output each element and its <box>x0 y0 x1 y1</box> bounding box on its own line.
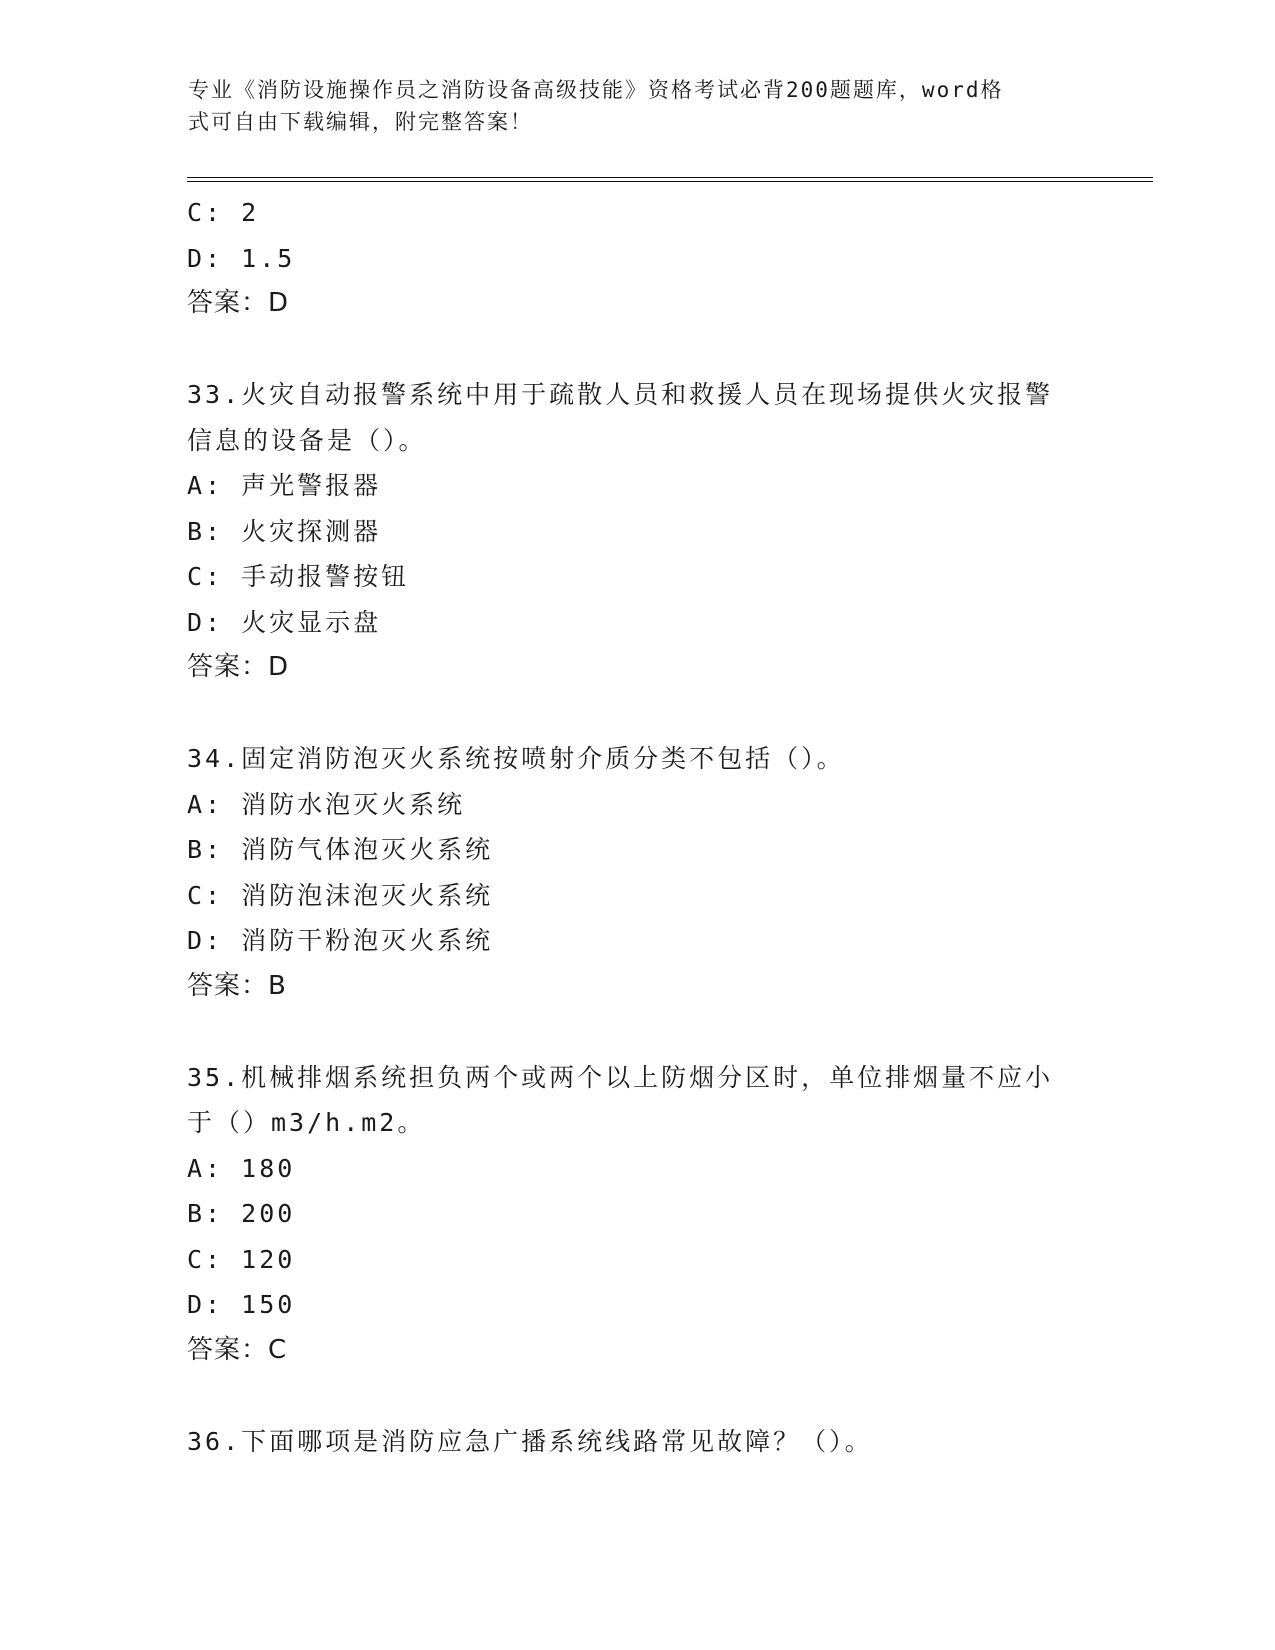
option-b: B: 火灾探测器 <box>187 516 382 546</box>
header-line-2: 式可自由下载编辑，附完整答案！ <box>188 110 533 134</box>
question-35 <box>187 1055 1087 1374</box>
question-stem: 36.下面哪项是消防应急广播系统线路常见故障？（）。 <box>187 1426 873 1456</box>
header-line-1: 专业《消防设施操作员之消防设备高级技能》资格考试必背200题题库，word格 <box>188 78 1004 102</box>
option-b: B: 消防气体泡灭火系统 <box>187 835 494 864</box>
answer: 答案：D <box>187 652 290 682</box>
spacer <box>187 691 1087 737</box>
option-d: D: 消防干粉泡灭火系统 <box>187 926 494 955</box>
question-stem: 35.机械排烟系统担负两个或两个以上防烟分区时，单位排烟量不应小 <box>187 1062 1054 1092</box>
question-32-tail <box>187 190 1087 327</box>
question-34 <box>187 736 1087 1009</box>
option-d: D: 150 <box>187 1290 296 1319</box>
answer: 答案：C <box>187 1334 288 1365</box>
document-body <box>187 190 1087 1464</box>
document-header <box>188 74 1068 138</box>
question-stem: 34.固定消防泡灭火系统按喷射介质分类不包括（）。 <box>187 744 845 773</box>
option-c: C: 手动报警按钮 <box>187 562 410 591</box>
option-a: A: 声光警报器 <box>187 471 382 500</box>
option-a: A: 消防水泡灭火系统 <box>187 789 466 819</box>
option-c: C: 2 <box>187 198 260 227</box>
question-stem: 于（）m3/h.m2。 <box>187 1108 426 1137</box>
header-divider <box>187 177 1153 182</box>
option-c: C: 120 <box>187 1244 296 1274</box>
option-a: A: 180 <box>187 1153 296 1183</box>
spacer <box>187 1009 1087 1055</box>
question-33 <box>187 372 1087 691</box>
option-c: C: 消防泡沫泡灭火系统 <box>187 880 494 910</box>
spacer <box>187 1373 1087 1419</box>
question-stem: 信息的设备是（）。 <box>187 425 427 455</box>
spacer <box>187 327 1087 373</box>
option-b: B: 200 <box>187 1199 296 1228</box>
question-stem: 33.火灾自动报警系统中用于疏散人员和救援人员在现场提供火灾报警 <box>187 380 1054 409</box>
question-36 <box>187 1419 1087 1465</box>
answer: 答案：D <box>187 288 290 318</box>
option-d: D: 1.5 <box>187 243 296 273</box>
answer: 答案：B <box>187 970 287 1001</box>
option-d: D: 火灾显示盘 <box>187 607 382 637</box>
